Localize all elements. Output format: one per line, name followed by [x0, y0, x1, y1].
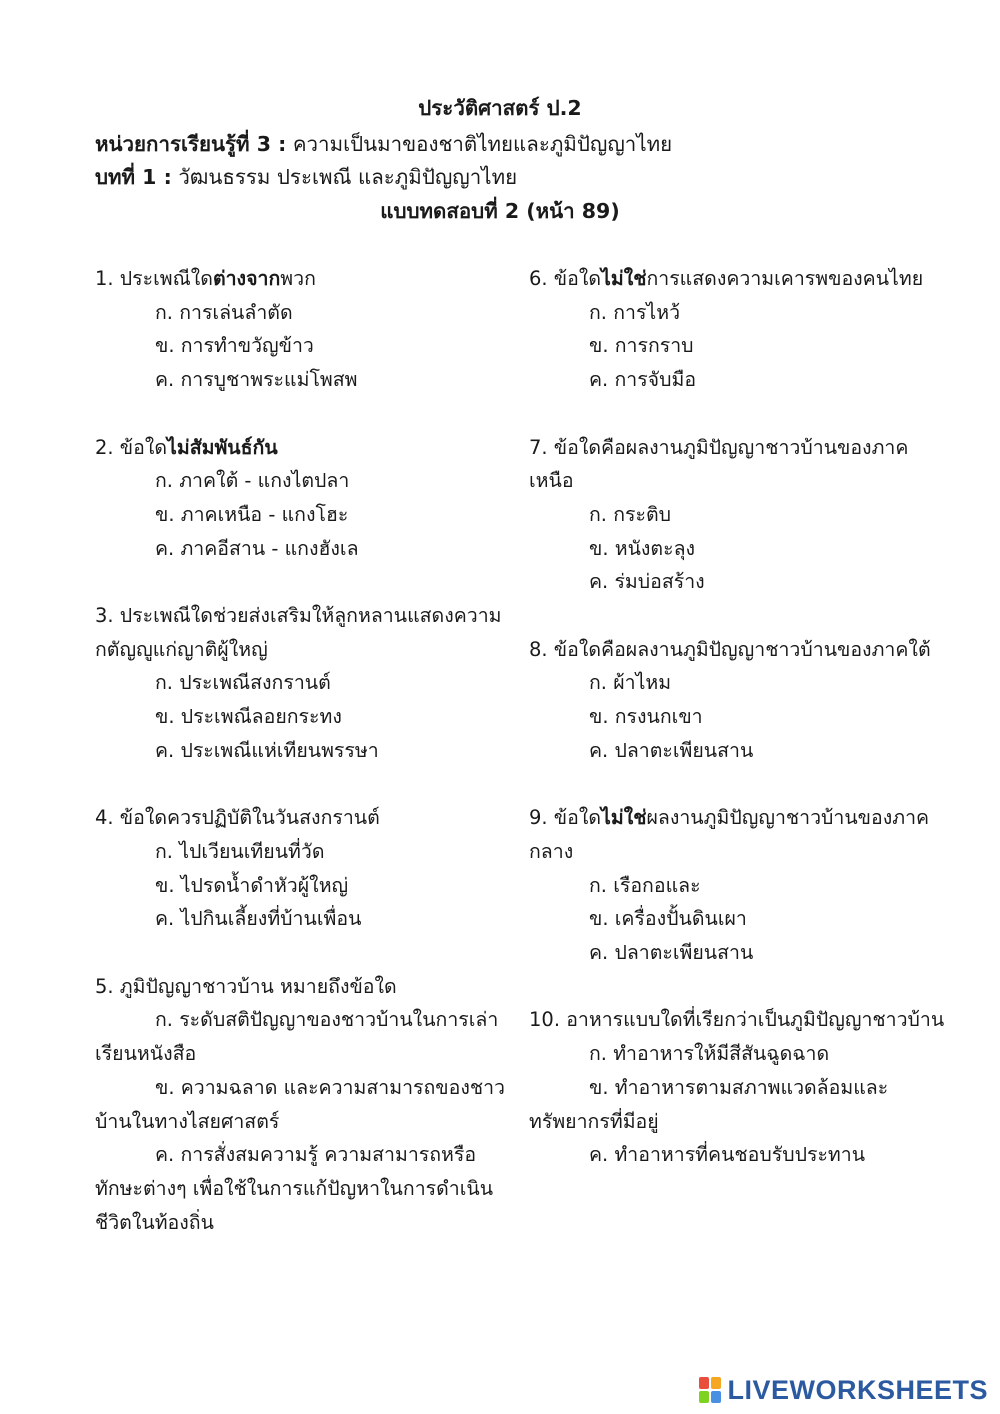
lesson-line	[95, 160, 517, 194]
question-6	[529, 262, 949, 397]
answer-option[interactable]: ก. การเล่นลำตัด	[155, 300, 293, 324]
answer-option[interactable]: ข. ประเพณีลอยกระทง	[155, 705, 342, 729]
question-stem: 9. ข้อใดไม่ใช่ผลงานภูมิปัญญาชาวบ้านของภาคกลาง	[529, 806, 930, 863]
answer-option[interactable]: ข. การทำขวัญข้าว	[155, 334, 314, 358]
answer-option[interactable]: ก. ไปเวียนเทียนที่วัด	[155, 839, 325, 863]
logo-square	[699, 1391, 709, 1403]
question-stem: 7. ข้อใดคือผลงานภูมิปัญญาชาวบ้านของภาคเหนือ	[529, 435, 909, 493]
questions-left-column	[95, 262, 515, 1273]
answer-option[interactable]: ข. การกราบ	[589, 334, 694, 358]
question-stem: 1. ประเพณีใดต่างจากพวก	[95, 267, 316, 290]
question-stem: 3. ประเพณีใดช่วยส่งเสริมให้ลูกหลานแสดงความกตัญญูแก่ญาติผู้ใหญ่	[95, 604, 502, 661]
answer-option[interactable]: ค. ทำอาหารที่คนชอบรับประทาน	[589, 1143, 866, 1167]
question-5	[95, 970, 515, 1240]
unit-line	[95, 127, 672, 161]
answer-option[interactable]: ค. การสั่งสมความรู้ ความสามารถหรือทักษะต่างๆ เพื่อใช้ในการแก้ปัญหาในการดำเนินชีวิตในท้องถิ่น	[95, 1143, 494, 1234]
answer-option[interactable]: ก. ผ้าไหม	[589, 671, 672, 695]
question-4	[95, 801, 515, 936]
question-1	[95, 262, 515, 397]
answer-option[interactable]: ก. การไหว้	[589, 300, 681, 324]
answer-option[interactable]: ข. เครื่องปั้นดินเผา	[589, 907, 747, 931]
question-7	[529, 431, 949, 600]
question-stem: 8. ข้อใดคือผลงานภูมิปัญญาชาวบ้านของภาคใต้	[529, 637, 931, 661]
question-2	[95, 431, 515, 566]
answer-option[interactable]: ค. ประเพณีแห่เทียนพรรษา	[155, 738, 379, 762]
questions-right-column	[529, 262, 949, 1206]
question-stem: 2. ข้อใดไม่สัมพันธ์กัน	[95, 435, 278, 459]
answer-option[interactable]: ค. ภาคอีสาน - แกงฮังเล	[155, 536, 359, 560]
answer-option[interactable]: ข. หนังตะลุง	[589, 536, 696, 560]
answer-option[interactable]: ก. กระติบ	[589, 502, 671, 526]
answer-option[interactable]: ก. ประเพณีสงกรานต์	[155, 671, 331, 695]
logo-square	[711, 1391, 721, 1403]
lesson-label: บทที่ 1 :	[95, 165, 172, 189]
question-stem: 6. ข้อใดไม่ใช่การแสดงความเคารพของคนไทย	[529, 267, 924, 290]
question-10	[529, 1003, 949, 1172]
answer-option[interactable]: ข. ภาคเหนือ - แกงโฮะ	[155, 502, 349, 526]
question-stem: 5. ภูมิปัญญาชาวบ้าน หมายถึงข้อใด	[95, 974, 397, 998]
question-3	[95, 599, 515, 768]
answer-option[interactable]: ค. การบูชาพระแม่โพสพ	[155, 368, 358, 392]
unit-text: ความเป็นมาของชาติไทยและภูมิปัญญาไทย	[292, 132, 673, 156]
brand-text: LIVEWORKSHEETS	[727, 1374, 988, 1405]
question-stem: 10. อาหารแบบใดที่เรียกว่าเป็นภูมิปัญญาชาวบ้าน	[529, 1008, 945, 1032]
answer-option[interactable]: ค. ไปกินเลี้ยงที่บ้านเพื่อน	[155, 907, 362, 931]
unit-label: หน่วยการเรียนรู้ที่ 3 :	[95, 132, 287, 156]
lesson-text: วัฒนธรรม ประเพณี และภูมิปัญญาไทย	[178, 165, 518, 189]
answer-option[interactable]: ค. ปลาตะเพียนสาน	[589, 738, 754, 762]
answer-option[interactable]: ค. ร่มบ่อสร้าง	[589, 570, 705, 594]
answer-option[interactable]: ข. ไปรดน้ำดำหัวผู้ใหญ่	[155, 873, 349, 897]
question-9	[529, 801, 949, 970]
logo-square	[711, 1377, 721, 1389]
worksheet-title: ประวัติศาสตร์ ป.2	[418, 96, 582, 120]
answer-option[interactable]: ก. ภาคใต้ - แกงไตปลา	[155, 469, 350, 493]
logo-square	[699, 1377, 709, 1389]
answer-option[interactable]: ข. ทำอาหารตามสภาพแวดล้อมและทรัพยากรที่มีอยู่	[529, 1075, 889, 1133]
answer-option[interactable]: ค. ปลาตะเพียนสาน	[589, 941, 754, 965]
question-8	[529, 633, 949, 768]
liveworksheets-brand	[699, 1372, 988, 1408]
answer-option[interactable]: ค. การจับมือ	[589, 368, 697, 392]
liveworksheets-logo-icon	[699, 1377, 721, 1403]
answer-option[interactable]: ข. กรงนกเขา	[589, 705, 703, 729]
question-stem: 4. ข้อใดควรปฏิบัติในวันสงกรานต์	[95, 806, 380, 830]
test-title: แบบทดสอบที่ 2 (หน้า 89)	[380, 199, 620, 223]
answer-option[interactable]: ข. ความฉลาด และความสามารถของชาวบ้านในทางไสยศาสตร์	[95, 1075, 505, 1133]
answer-option[interactable]: ก. ทำอาหารให้มีสีสันฉูดฉาด	[589, 1042, 830, 1066]
answer-option[interactable]: ก. ระดับสติปัญญาของชาวบ้านในการเล่าเรียนหนังสือ	[95, 1008, 499, 1066]
answer-option[interactable]: ก. เรือกอและ	[589, 873, 701, 897]
